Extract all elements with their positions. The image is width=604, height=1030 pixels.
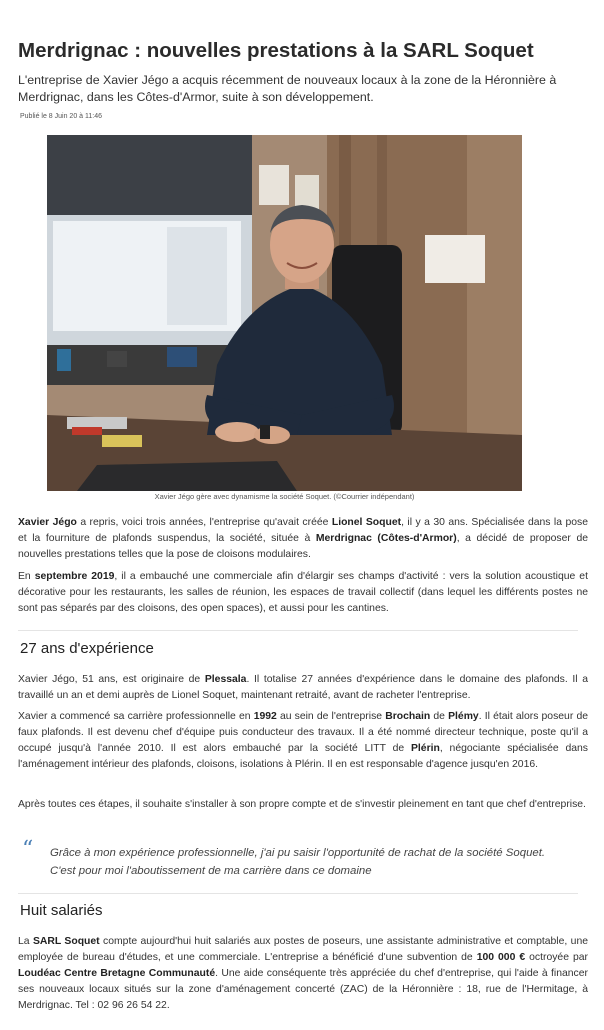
text: La — [18, 936, 33, 947]
blockquote: Grâce à mon expérience professionnelle, j'ai pu saisir l'opportunité de rachat de la société Soquet. C'est pour moi l'aboutissement de ma carrière dans ce domaine — [50, 847, 546, 877]
paragraph-intro — [18, 515, 588, 563]
bold-place: Plérin — [410, 743, 440, 754]
paragraph-employees — [18, 934, 588, 1014]
text: , a décidé de proposer de nouvelles prestations telles que la pose de cloisons modulaires. — [18, 533, 588, 560]
paragraph-own-business — [18, 797, 588, 813]
article-photo — [47, 135, 522, 491]
bold-name: Xavier Jégo — [18, 517, 77, 528]
text: . Il était alors poseur de faux plafonds. Il est devenu chef d'équipe puis conducteur des travaux. Il a été nommé directeur technique, poste qu'il a occupé jusqu'à l'année 2010. Il est alors embauché par la société LITT de — [18, 711, 588, 754]
text: compte aujourd'hui huit salariés aux postes de poseurs, une assistante administrative et comptable, une employée de bureau d'études, et une commerciale. L'entreprise a bénéficié d'une subvention de — [18, 936, 588, 963]
bold-company: Brochain — [385, 711, 431, 722]
bold-amount: 100 000 € — [476, 952, 526, 963]
section-heading-employees: Huit salariés — [20, 902, 103, 919]
text: de — [430, 711, 449, 722]
text: . Une aide conséquente très appréciée du chef d'entreprise, qui l'aide à financer ses nouveaux locaux situés sur la zone d'aménagement concerté (ZAC) de la Héronnière : 18, rue de l'Hermitage, à Merdrignac. Tel : 02 96 26 54 22. — [18, 968, 588, 1011]
section-divider — [18, 893, 578, 894]
photo-illustration — [47, 135, 522, 491]
text: Après toutes ces étapes, il souhaite s'installer à son propre compte et de s'investir pleinement en tant que chef d'entreprise. — [18, 799, 586, 810]
text: Xavier a commencé sa carrière professionnelle en — [18, 711, 254, 722]
article-lead: L'entreprise de Xavier Jégo a acquis récemment de nouveaux locaux à la zone de la Héronnière à Merdrignac, dans les Côtes-d'Armor, suite à son développement. — [18, 73, 557, 104]
text: , négociante spécialisée dans l'aménagement intérieur des plafonds, cloisons, isolations à Plérin. Il en est responsable d'agence jusqu'en 2016. — [18, 743, 589, 770]
bold-date: septembre 2019 — [34, 571, 115, 582]
text: , il a embauché une commerciale afin d'élargir ses champs d'activité : vers la solution acoustique et décorative pour les restaurants, les salles de réunion, les espaces de travail collectif (dans lequel les différents postes ne sont pas séparés par des cloisons, des open spaces), et aussi pour les cantines. — [18, 571, 588, 614]
photo-caption: Xavier Jégo gère avec dynamisme la société Soquet. (©Courrier indépendant) — [154, 492, 415, 501]
bold-place: Merdrignac (Côtes-d'Armor) — [315, 533, 457, 544]
text: a repris, voici trois années, l'entreprise qu'avait créée — [76, 517, 332, 528]
bold-place: Plessala — [204, 674, 247, 685]
text: . Il totalise 27 années d'expérience dans le domaine des plafonds. Il a travaillé un an et demi auprès de Lionel Soquet, maintenant retraité, avant de racheter l'entreprise. — [18, 674, 589, 701]
section-divider — [18, 630, 578, 631]
bold-organisation: Loudéac Centre Bretagne Communauté — [18, 968, 216, 979]
bold-name: Lionel Soquet — [331, 517, 402, 528]
paragraph-origin — [18, 672, 588, 704]
quote-icon: “ — [22, 837, 34, 862]
paragraph-commercial — [18, 569, 588, 617]
bold-year: 1992 — [253, 711, 277, 722]
text: , il y a 30 ans. Spécialisée dans la pose et la fourniture de plafonds suspendus, la société, située à — [18, 517, 588, 544]
paragraph-career — [18, 709, 588, 773]
publication-date: Publié le 8 Juin 20 à 11:46 — [20, 113, 102, 120]
text: au sein de l'entreprise — [276, 711, 386, 722]
bold-place: Plémy — [448, 711, 479, 722]
text: octroyée par — [525, 952, 588, 963]
text: En — [18, 571, 35, 582]
bold-company: SARL Soquet — [32, 936, 100, 947]
text: Xavier Jégo, 51 ans, est originaire de — [18, 674, 205, 685]
section-heading-experience: 27 ans d'expérience — [20, 640, 154, 657]
article-title: Merdrignac : nouvelles prestations à la SARL Soquet — [18, 39, 534, 62]
